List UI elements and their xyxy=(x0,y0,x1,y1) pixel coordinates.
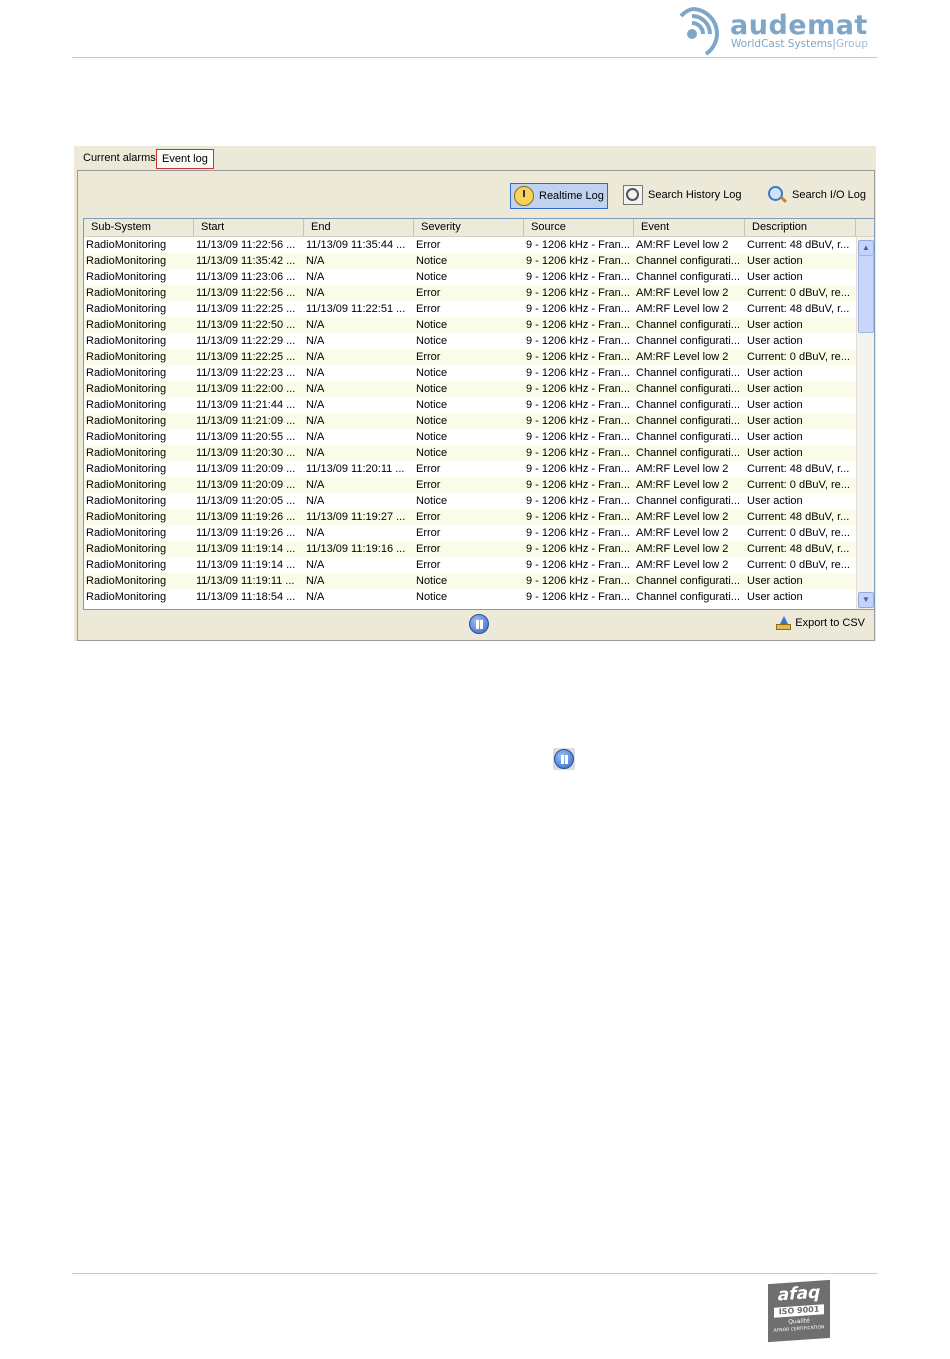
table-cell: User action xyxy=(747,495,803,507)
column-header[interactable]: Description xyxy=(745,219,856,236)
table-cell: Channel configurati... xyxy=(636,271,740,283)
table-cell: Error xyxy=(416,479,441,491)
table-cell: 9 - 1206 kHz - Fran... xyxy=(526,383,630,395)
table-row[interactable] xyxy=(84,269,856,285)
table-cell: 9 - 1206 kHz - Fran... xyxy=(526,255,630,267)
table-cell: Current: 48 dBuV, r... xyxy=(747,239,850,251)
table-row[interactable] xyxy=(84,253,856,269)
document-search-icon xyxy=(623,185,643,205)
table-row[interactable] xyxy=(84,365,856,381)
table-cell: 11/13/09 11:19:26 ... xyxy=(196,511,296,523)
table-cell: Notice xyxy=(416,415,448,427)
table-cell: 11/13/09 11:19:14 ... xyxy=(196,559,296,571)
table-cell: Channel configurati... xyxy=(636,415,740,427)
table-cell: Current: 0 dBuV, re... xyxy=(747,527,850,539)
table-cell: Channel configurati... xyxy=(636,447,740,459)
table-cell: Error xyxy=(416,463,441,475)
scroll-thumb[interactable] xyxy=(858,255,874,333)
table-cell: N/A xyxy=(306,255,325,267)
table-cell: RadioMonitoring xyxy=(86,543,167,555)
table-cell: User action xyxy=(747,255,803,267)
table-cell: AM:RF Level low 2 xyxy=(636,527,729,539)
table-cell: RadioMonitoring xyxy=(86,527,167,539)
table-cell: Error xyxy=(416,543,441,555)
table-cell: Current: 48 dBuV, r... xyxy=(747,303,850,315)
table-cell: 11/13/09 11:20:11 ... xyxy=(306,463,405,475)
table-row[interactable] xyxy=(84,509,856,525)
table-cell: 11/13/09 11:21:09 ... xyxy=(196,415,296,427)
scroll-up-icon[interactable]: ▲ xyxy=(858,240,874,256)
table-cell: 9 - 1206 kHz - Fran... xyxy=(526,527,630,539)
export-csv-label: Export to CSV xyxy=(795,617,865,629)
table-cell: RadioMonitoring xyxy=(86,575,167,587)
table-cell: 11/13/09 11:18:54 ... xyxy=(196,591,296,603)
table-cell: AM:RF Level low 2 xyxy=(636,479,729,491)
table-cell: User action xyxy=(747,399,803,411)
table-cell: Current: 0 dBuV, re... xyxy=(747,559,850,571)
table-cell: 11/13/09 11:19:27 ... xyxy=(306,511,406,523)
table-cell: Channel configurati... xyxy=(636,591,740,603)
table-cell: RadioMonitoring xyxy=(86,559,167,571)
table-cell: AM:RF Level low 2 xyxy=(636,511,729,523)
table-cell: 9 - 1206 kHz - Fran... xyxy=(526,239,630,251)
column-header[interactable]: Event xyxy=(634,219,745,236)
table-cell: RadioMonitoring xyxy=(86,271,167,283)
table-cell: Notice xyxy=(416,335,448,347)
table-cell: Current: 0 dBuV, re... xyxy=(747,287,850,299)
table-cell: 9 - 1206 kHz - Fran... xyxy=(526,559,630,571)
column-header[interactable]: End xyxy=(304,219,414,236)
table-cell: N/A xyxy=(306,479,325,491)
table-cell: N/A xyxy=(306,591,325,603)
table-cell: 9 - 1206 kHz - Fran... xyxy=(526,495,630,507)
table-cell: N/A xyxy=(306,575,325,587)
table-cell: RadioMonitoring xyxy=(86,479,167,491)
afaq-qualite: Qualité xyxy=(788,1317,810,1326)
table-header xyxy=(84,219,874,237)
table-cell: Channel configurati... xyxy=(636,367,740,379)
table-row[interactable] xyxy=(84,573,856,589)
table-cell: 9 - 1206 kHz - Fran... xyxy=(526,303,630,315)
event-log-window xyxy=(74,146,876,641)
table-cell: 9 - 1206 kHz - Fran... xyxy=(526,399,630,411)
column-header[interactable]: Severity xyxy=(414,219,524,236)
table-cell: User action xyxy=(747,367,803,379)
table-cell: 9 - 1206 kHz - Fran... xyxy=(526,511,630,523)
afaq-certification: AFNOR CERTIFICATION xyxy=(773,1325,825,1334)
table-cell: User action xyxy=(747,431,803,443)
table-cell: 9 - 1206 kHz - Fran... xyxy=(526,575,630,587)
table-cell: Current: 48 dBuV, r... xyxy=(747,511,850,523)
table-cell: RadioMonitoring xyxy=(86,383,167,395)
table-cell: AM:RF Level low 2 xyxy=(636,351,729,363)
table-row[interactable] xyxy=(84,237,856,253)
table-cell: Error xyxy=(416,351,441,363)
column-header[interactable]: Start xyxy=(194,219,304,236)
table-cell: N/A xyxy=(306,495,325,507)
table-cell: 11/13/09 11:20:55 ... xyxy=(196,431,296,443)
table-cell: N/A xyxy=(306,399,325,411)
table-cell: RadioMonitoring xyxy=(86,431,167,443)
table-cell: 11/13/09 11:19:26 ... xyxy=(196,527,296,539)
table-cell: N/A xyxy=(306,383,325,395)
table-cell: 11/13/09 11:22:56 ... xyxy=(196,239,296,251)
logo-tagline: WorldCast Systems|Group xyxy=(731,38,868,50)
table-cell: RadioMonitoring xyxy=(86,591,167,603)
table-cell: 11/13/09 11:22:56 ... xyxy=(196,287,296,299)
table-row[interactable] xyxy=(84,557,856,573)
table-row[interactable] xyxy=(84,413,856,429)
table-cell: AM:RF Level low 2 xyxy=(636,559,729,571)
table-cell: 11/13/09 11:22:23 ... xyxy=(196,367,296,379)
table-cell: Channel configurati... xyxy=(636,319,740,331)
export-icon xyxy=(776,616,791,631)
table-cell: RadioMonitoring xyxy=(86,511,167,523)
search-io-log-button[interactable] xyxy=(767,183,866,207)
table-cell: Error xyxy=(416,511,441,523)
table-cell: RadioMonitoring xyxy=(86,239,167,251)
table-row[interactable] xyxy=(84,477,856,493)
table-cell: User action xyxy=(747,575,803,587)
table-cell: 9 - 1206 kHz - Fran... xyxy=(526,319,630,331)
table-cell: RadioMonitoring xyxy=(86,287,167,299)
magnifier-icon xyxy=(767,185,787,205)
table-row[interactable] xyxy=(84,493,856,509)
tab-event-log[interactable]: Event log xyxy=(156,149,214,169)
table-cell: N/A xyxy=(306,447,325,459)
tab-bar xyxy=(74,146,876,170)
table-cell: 9 - 1206 kHz - Fran... xyxy=(526,271,630,283)
table-cell: RadioMonitoring xyxy=(86,495,167,507)
table-cell: AM:RF Level low 2 xyxy=(636,239,729,251)
table-cell: AM:RF Level low 2 xyxy=(636,287,729,299)
toolbar xyxy=(78,171,874,215)
audemat-logo-icon xyxy=(676,4,728,56)
pause-button-illustration xyxy=(553,748,575,770)
table-cell: 11/13/09 11:22:00 ... xyxy=(196,383,296,395)
table-cell: 11/13/09 11:19:16 ... xyxy=(306,543,406,555)
table-cell: AM:RF Level low 2 xyxy=(636,303,729,315)
table-cell: RadioMonitoring xyxy=(86,415,167,427)
table-cell: 11/13/09 11:22:29 ... xyxy=(196,335,296,347)
pause-icon[interactable] xyxy=(469,614,489,634)
table-cell: N/A xyxy=(306,431,325,443)
table-cell: Current: 48 dBuV, r... xyxy=(747,543,850,555)
table-cell: 9 - 1206 kHz - Fran... xyxy=(526,335,630,347)
table-cell: Current: 0 dBuV, re... xyxy=(747,479,850,491)
table-cell: N/A xyxy=(306,527,325,539)
table-cell: Notice xyxy=(416,431,448,443)
table-cell: 9 - 1206 kHz - Fran... xyxy=(526,543,630,555)
table-cell: 11/13/09 11:22:51 ... xyxy=(306,303,406,315)
table-cell: N/A xyxy=(306,271,325,283)
table-cell: User action xyxy=(747,271,803,283)
realtime-log-button[interactable] xyxy=(510,183,608,209)
table-row[interactable] xyxy=(84,333,856,349)
table-cell: Error xyxy=(416,527,441,539)
table-row[interactable] xyxy=(84,301,856,317)
search-history-log-label: Search History Log xyxy=(648,189,742,201)
table-cell: 11/13/09 11:35:42 ... xyxy=(196,255,296,267)
table-cell: RadioMonitoring xyxy=(86,399,167,411)
table-cell: N/A xyxy=(306,319,325,331)
table-row[interactable] xyxy=(84,349,856,365)
table-cell: Notice xyxy=(416,399,448,411)
table-cell: Channel configurati... xyxy=(636,399,740,411)
table-cell: Error xyxy=(416,239,441,251)
event-log-panel xyxy=(77,170,875,641)
table-cell: Notice xyxy=(416,271,448,283)
table-row[interactable] xyxy=(84,285,856,301)
table-cell: N/A xyxy=(306,559,325,571)
table-row[interactable] xyxy=(84,397,856,413)
table-cell: User action xyxy=(747,591,803,603)
logo-wordmark: audemat xyxy=(730,10,868,41)
table-cell: Notice xyxy=(416,319,448,331)
table-row[interactable] xyxy=(84,589,856,605)
table-cell: 11/13/09 11:22:25 ... xyxy=(196,351,296,363)
scroll-down-icon[interactable]: ▼ xyxy=(858,592,874,608)
search-io-log-label: Search I/O Log xyxy=(792,189,866,201)
header-divider xyxy=(72,57,878,58)
table-cell: Error xyxy=(416,303,441,315)
table-cell: N/A xyxy=(306,415,325,427)
table-cell: 11/13/09 11:22:50 ... xyxy=(196,319,296,331)
table-row[interactable] xyxy=(84,429,856,445)
table-cell: Notice xyxy=(416,495,448,507)
table-cell: AM:RF Level low 2 xyxy=(636,463,729,475)
afaq-iso-badge xyxy=(768,1280,830,1342)
table-row[interactable] xyxy=(84,381,856,397)
table-cell: 9 - 1206 kHz - Fran... xyxy=(526,431,630,443)
table-cell: RadioMonitoring xyxy=(86,463,167,475)
table-cell: User action xyxy=(747,319,803,331)
column-header[interactable]: Sub-System xyxy=(84,219,194,236)
table-cell: 9 - 1206 kHz - Fran... xyxy=(526,479,630,491)
table-cell: 11/13/09 11:20:09 ... xyxy=(196,479,296,491)
table-cell: RadioMonitoring xyxy=(86,303,167,315)
afaq-standard: ISO 9001 xyxy=(774,1304,824,1317)
footer-divider xyxy=(72,1273,878,1274)
table-cell: N/A xyxy=(306,351,325,363)
table-cell: 9 - 1206 kHz - Fran... xyxy=(526,351,630,363)
tab-current-alarms[interactable]: Current alarms xyxy=(83,152,156,164)
table-cell: 11/13/09 11:19:14 ... xyxy=(196,543,296,555)
table-cell: Channel configurati... xyxy=(636,383,740,395)
table-cell: 9 - 1206 kHz - Fran... xyxy=(526,463,630,475)
realtime-log-label: Realtime Log xyxy=(539,190,604,202)
table-cell: RadioMonitoring xyxy=(86,447,167,459)
table-cell: Notice xyxy=(416,447,448,459)
table-cell: RadioMonitoring xyxy=(86,367,167,379)
table-row[interactable] xyxy=(84,317,856,333)
table-cell: 11/13/09 11:20:09 ... xyxy=(196,463,296,475)
table-cell: 9 - 1206 kHz - Fran... xyxy=(526,287,630,299)
table-cell: User action xyxy=(747,335,803,347)
search-history-log-button[interactable] xyxy=(623,183,742,207)
clock-icon xyxy=(514,186,534,206)
column-header[interactable]: Source xyxy=(524,219,634,236)
table-row[interactable] xyxy=(84,541,856,557)
table-row[interactable] xyxy=(84,525,856,541)
table-cell: 11/13/09 11:23:06 ... xyxy=(196,271,296,283)
table-cell: Channel configurati... xyxy=(636,495,740,507)
event-table xyxy=(83,218,875,610)
table-cell: 11/13/09 11:35:44 ... xyxy=(306,239,406,251)
table-cell: RadioMonitoring xyxy=(86,351,167,363)
table-cell: AM:RF Level low 2 xyxy=(636,543,729,555)
table-cell: Channel configurati... xyxy=(636,335,740,347)
table-cell: 9 - 1206 kHz - Fran... xyxy=(526,591,630,603)
table-body xyxy=(84,237,856,605)
table-cell: RadioMonitoring xyxy=(86,255,167,267)
table-row[interactable] xyxy=(84,461,856,477)
table-row[interactable] xyxy=(84,445,856,461)
table-cell: RadioMonitoring xyxy=(86,319,167,331)
table-cell: 11/13/09 11:22:25 ... xyxy=(196,303,296,315)
afaq-logo-text: afaq xyxy=(777,1282,821,1306)
table-cell: Notice xyxy=(416,367,448,379)
table-cell: Notice xyxy=(416,383,448,395)
table-cell: 11/13/09 11:20:30 ... xyxy=(196,447,296,459)
table-cell: Current: 48 dBuV, r... xyxy=(747,463,850,475)
export-csv-button[interactable] xyxy=(776,613,865,633)
table-cell: N/A xyxy=(306,335,325,347)
table-cell: User action xyxy=(747,383,803,395)
table-cell: Error xyxy=(416,287,441,299)
table-cell: Notice xyxy=(416,575,448,587)
table-cell: N/A xyxy=(306,367,325,379)
table-cell: Current: 0 dBuV, re... xyxy=(747,351,850,363)
table-cell: 9 - 1206 kHz - Fran... xyxy=(526,415,630,427)
table-cell: Error xyxy=(416,559,441,571)
table-cell: RadioMonitoring xyxy=(86,335,167,347)
table-cell: User action xyxy=(747,447,803,459)
table-cell: 11/13/09 11:20:05 ... xyxy=(196,495,296,507)
table-cell: 11/13/09 11:21:44 ... xyxy=(196,399,296,411)
table-cell: User action xyxy=(747,415,803,427)
pause-icon xyxy=(554,749,574,769)
vertical-scrollbar[interactable] xyxy=(856,237,874,609)
table-cell: N/A xyxy=(306,287,325,299)
table-cell: 9 - 1206 kHz - Fran... xyxy=(526,367,630,379)
table-cell: Channel configurati... xyxy=(636,575,740,587)
table-cell: Channel configurati... xyxy=(636,431,740,443)
table-cell: Channel configurati... xyxy=(636,255,740,267)
table-cell: 11/13/09 11:19:11 ... xyxy=(196,575,295,587)
table-cell: Notice xyxy=(416,591,448,603)
table-cell: 9 - 1206 kHz - Fran... xyxy=(526,447,630,459)
table-cell: Notice xyxy=(416,255,448,267)
audemat-logo xyxy=(676,4,886,56)
